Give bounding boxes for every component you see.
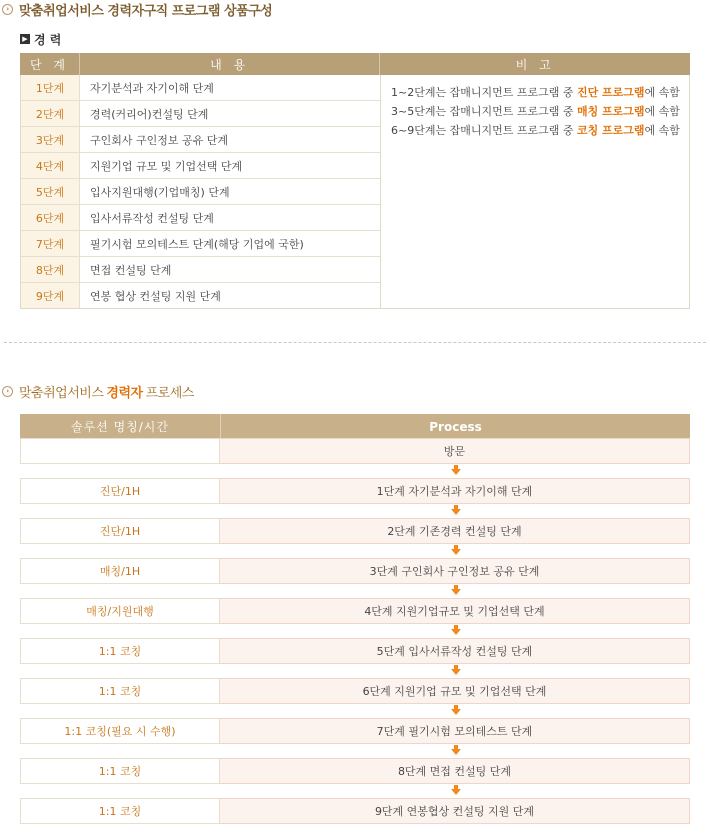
process-row [20,518,690,544]
note-post: 에 속함 [644,105,680,118]
down-arrow-icon [451,669,461,675]
process-cell: 8단계 면접 컨설팅 단계 [220,758,690,784]
step-cell: 7단계 [21,231,80,256]
career-subtitle-text: 경 력 [34,32,62,47]
process-cell: 방문 [220,438,690,464]
process-row [20,678,690,704]
down-arrow-icon [451,629,461,635]
solution-cell: 1:1 코칭 [20,758,220,784]
table-row [21,205,380,231]
table-row [21,283,380,308]
process-cell: 1단계 자기분석과 자기이해 단계 [220,478,690,504]
section-divider [4,342,706,343]
content-cell: 경력(커리어)컨설팅 단계 [90,107,209,121]
process-row [20,558,690,584]
process-row [20,438,690,464]
table-row [21,257,380,283]
table-row [21,231,380,257]
table-row [21,179,380,205]
down-arrow-icon [451,789,461,795]
solution-cell: 1:1 코칭 [20,678,220,704]
square-arrow-icon: ▶ [20,34,30,44]
section2-title-post: 프로세스 [145,385,194,401]
header-note: 비 고 [379,53,690,75]
program-table [20,53,690,309]
section2-title-hl: 경력자 [106,385,143,401]
process-cell: 3단계 구인회사 구인정보 공유 단계 [220,558,690,584]
note-pre: 6~9단계는 잡매니지먼트 프로그램 중 [391,124,577,137]
table-row [21,75,380,101]
step-cell: 1단계 [21,75,80,100]
process-cell: 7단계 필기시험 모의테스트 단계 [220,718,690,744]
header-process: Process [220,414,690,439]
table-row [21,127,380,153]
solution-cell: 진단/1H [20,518,220,544]
down-arrow-icon [451,469,461,475]
content-cell: 필기시험 모의테스트 단계(해당 기업에 국한) [90,237,304,251]
down-arrow-icon [451,709,461,715]
solution-cell: 매칭/지원대행 [20,598,220,624]
header-content: 내 용 [79,53,380,75]
content-cell: 자기분석과 자기이해 단계 [90,81,214,95]
circle-arrow-icon: › [2,4,13,15]
content-cell: 입사지원대행(기업매칭) 단계 [90,185,230,199]
section1-title-text: 맞춤취업서비스 경력자구직 프로그램 상품구성 [19,3,273,19]
down-arrow-icon [451,549,461,555]
table-row [21,153,380,179]
note-pre: 1~2단계는 잡매니지먼트 프로그램 중 [391,86,577,99]
note-line [391,102,689,121]
note-line [391,121,689,140]
process-row [20,478,690,504]
step-cell: 8단계 [21,257,80,282]
step-cell: 2단계 [21,101,80,126]
step-cell: 4단계 [21,153,80,178]
content-cell: 입사서류작성 컨설팅 단계 [90,211,214,225]
section1-title [2,0,272,18]
header-solution: 솔루션 명칭/시간 [70,420,169,434]
solution-cell [20,438,220,464]
step-cell: 3단계 [21,127,80,152]
down-arrow-icon [451,589,461,595]
note-post: 에 속함 [644,86,680,99]
process-cell: 5단계 입사서류작성 컨설팅 단계 [220,638,690,664]
table-row [21,101,380,127]
note-cell [380,75,689,308]
note-post: 에 속함 [644,124,680,137]
solution-cell: 1:1 코칭 [20,638,220,664]
section2-title-pre: 맞춤취업서비스 [19,385,104,401]
section2-title [2,382,194,400]
process-row [20,638,690,664]
process-row [20,758,690,784]
note-hl: 매칭 프로그램 [576,105,645,118]
note-hl: 진단 프로그램 [576,86,645,99]
step-cell: 9단계 [21,283,80,308]
process-row [20,798,690,824]
career-subtitle [20,31,61,47]
content-cell: 면접 컨설팅 단계 [90,263,172,277]
content-cell: 구인회사 구인정보 공유 단계 [90,133,229,147]
header-step: 단 계 [29,57,69,72]
down-arrow-icon [451,509,461,515]
down-arrow-icon [451,749,461,755]
step-cell: 6단계 [21,205,80,230]
process-table-header [20,414,690,439]
solution-cell: 매칭/1H [20,558,220,584]
solution-cell: 1:1 코칭 [20,798,220,824]
note-hl: 코칭 프로그램 [576,124,645,137]
process-cell: 4단계 지원기업규모 및 기업선택 단계 [220,598,690,624]
process-cell: 9단계 연봉협상 컨설팅 지원 단계 [220,798,690,824]
note-line [391,83,689,102]
process-cell: 2단계 기존경력 컨설팅 단계 [220,518,690,544]
content-cell: 연봉 협상 컨설팅 지원 단계 [90,289,221,303]
process-row [20,718,690,744]
step-cell: 5단계 [21,179,80,204]
note-pre: 3~5단계는 잡매니지먼트 프로그램 중 [391,105,577,118]
circle-arrow-icon: › [2,386,13,397]
process-cell: 6단계 지원기업 규모 및 기업선택 단계 [220,678,690,704]
content-cell: 지원기업 규모 및 기업선택 단계 [90,159,243,173]
solution-cell: 1:1 코칭(필요 시 수행) [20,718,220,744]
program-table-header [20,53,690,75]
process-row [20,598,690,624]
solution-cell: 진단/1H [20,478,220,504]
